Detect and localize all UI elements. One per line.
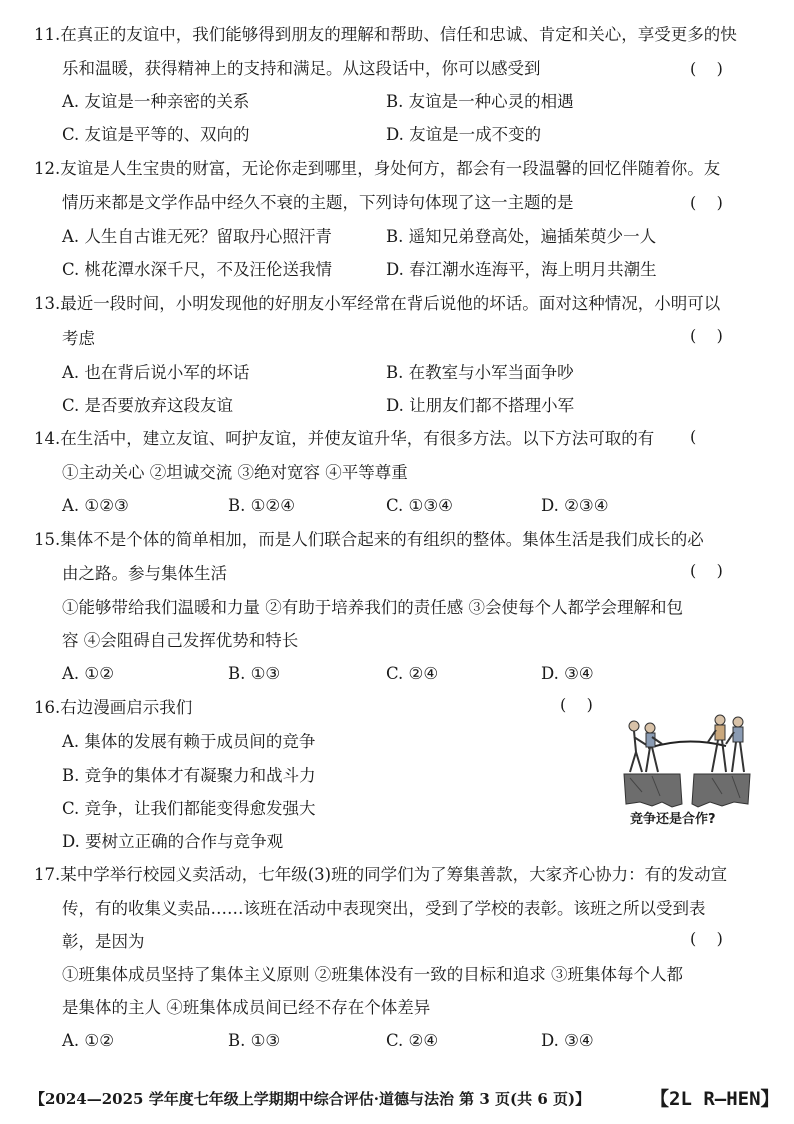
q11-answer-paren: ( ) — [690, 59, 723, 78]
q16-option-b: B. 竞争的集体才有凝聚力和战斗力 — [62, 766, 316, 785]
q13-option-d: D. 让朋友们都不搭理小军 — [386, 396, 575, 415]
q11-option-a: A. 友谊是一种亲密的关系 — [62, 92, 250, 111]
q12-option-a: A. 人生自古谁无死？留取丹心照汗青 — [62, 227, 332, 246]
q16-option-a: A. 集体的发展有赖于成员间的竞争 — [62, 732, 316, 751]
q12-answer-paren: ( ) — [690, 193, 723, 212]
q17-answer-paren: ( ) — [690, 929, 723, 948]
q12-option-c: C. 桃花潭水深千尺，不及汪伦送我情 — [62, 260, 333, 279]
q15-option-b: B. ①③ — [228, 664, 281, 683]
q17-items-line-1: ①班集体成员坚持了集体主义原则 ②班集体没有一致的目标和追求 ③班集体每个人都 — [62, 965, 683, 984]
q15-option-a: A. ①② — [62, 664, 114, 683]
q11-option-c: C. 友谊是平等的、双向的 — [62, 125, 250, 144]
q14-stem-line-1: 14.在生活中，建立友谊、呵护友谊，并使友谊升华，有很多方法。以下方法可取的有 — [34, 429, 655, 448]
q17-option-d: D. ③④ — [541, 1031, 594, 1050]
q17-stem-line-3: 彰，是因为 — [62, 932, 145, 951]
q16-option-c: C. 竞争，让我们都能变得愈发强大 — [62, 799, 316, 818]
q16-answer-paren: ( ) — [560, 695, 593, 714]
q11-option-b: B. 友谊是一种心灵的相遇 — [386, 92, 574, 111]
q14-option-d: D. ②③④ — [541, 496, 609, 515]
q11-stem-line-2: 乐和温暖，获得精神上的支持和满足。从这段话中，你可以感受到 — [62, 59, 541, 78]
cartoon-caption: 竞争还是合作? — [630, 812, 716, 827]
q13-answer-paren: ( ) — [690, 326, 723, 345]
q15-stem-line-1: 15.集体不是个体的简单相加，而是人们联合起来的有组织的整体。集体生活是我们成长的必 — [34, 530, 704, 549]
q17-option-c: C. ②④ — [386, 1031, 439, 1050]
q16-option-d: D. 要树立正确的合作与竞争观 — [62, 832, 284, 851]
right-cliff — [692, 774, 750, 807]
q12-option-d: D. 春江潮水连海平，海上明月共潮生 — [386, 260, 657, 279]
q17-items-line-2: 是集体的主人 ④班集体成员间已经不存在个体差异 — [62, 998, 431, 1017]
q12-stem-line-1: 12.友谊是人生宝贵的财富，无论你走到哪里，身处何方，都会有一段温馨的回忆伴随着你。友 — [34, 159, 721, 178]
q15-answer-paren: ( ) — [690, 561, 723, 580]
q17-option-b: B. ①③ — [228, 1031, 281, 1050]
q13-stem-line-1: 13.最近一段时间，小明发现他的好朋友小军经常在背后说他的坏话。面对这种情况，小明可以 — [34, 294, 721, 313]
q16-stem-line-1: 16.右边漫画启示我们 — [34, 698, 193, 717]
q15-option-d: D. ③④ — [541, 664, 594, 683]
q11-option-d: D. 友谊是一成不变的 — [386, 125, 542, 144]
q12-option-b: B. 遥知兄弟登高处，遍插茱萸少一人 — [386, 227, 657, 246]
q17-stem-line-1: 17.某中学举行校园义卖活动，七年级(3)班的同学们为了筹集善款，大家齐心协力：有的发动宣 — [34, 865, 728, 884]
q11-stem-line-1: 11.在真正的友谊中，我们能够得到朋友的理解和帮助、信任和忠诚、肯定和关心，享受更多的快 — [34, 25, 737, 44]
paper-code: 【2L R—HEN】 — [650, 1088, 780, 1110]
q14-option-b: B. ①②④ — [228, 496, 295, 515]
page-footer: 【2024—2025 学年度七年级上学期期中综合评估·道德与法治 第 3 页(共 6 页)】 — [30, 1090, 591, 1108]
q13-option-a: A. 也在背后说小军的坏话 — [62, 363, 250, 382]
q14-option-c: C. ①③④ — [386, 496, 453, 515]
q14-option-a: A. ①②③ — [62, 496, 129, 515]
q15-items-line-2: 容 ④会阻碍自己发挥优势和特长 — [62, 631, 299, 650]
q15-items-line-1: ①能够带给我们温暖和力量 ②有助于培养我们的责任感 ③会使每个人都学会理解和包 — [62, 598, 683, 617]
q13-option-b: B. 在教室与小军当面争吵 — [386, 363, 574, 382]
q17-stem-line-2: 传，有的收集义卖品……该班在活动中表现突出，受到了学校的表彰。该班之所以受到表 — [62, 899, 706, 918]
q13-stem-line-2: 考虑 — [62, 329, 95, 348]
q13-option-c: C. 是否要放弃这段友谊 — [62, 396, 234, 415]
q17-option-a: A. ①② — [62, 1031, 114, 1050]
q15-option-c: C. ②④ — [386, 664, 439, 683]
q15-stem-line-2: 由之路。参与集体生活 — [62, 564, 227, 583]
q12-stem-line-2: 情历来都是文学作品中经久不衰的主题，下列诗句体现了这一主题的是 — [62, 193, 574, 212]
q14-items: ①主动关心 ②坦诚交流 ③绝对宽容 ④平等尊重 — [62, 463, 408, 482]
q14-answer-paren: ( — [690, 427, 717, 446]
